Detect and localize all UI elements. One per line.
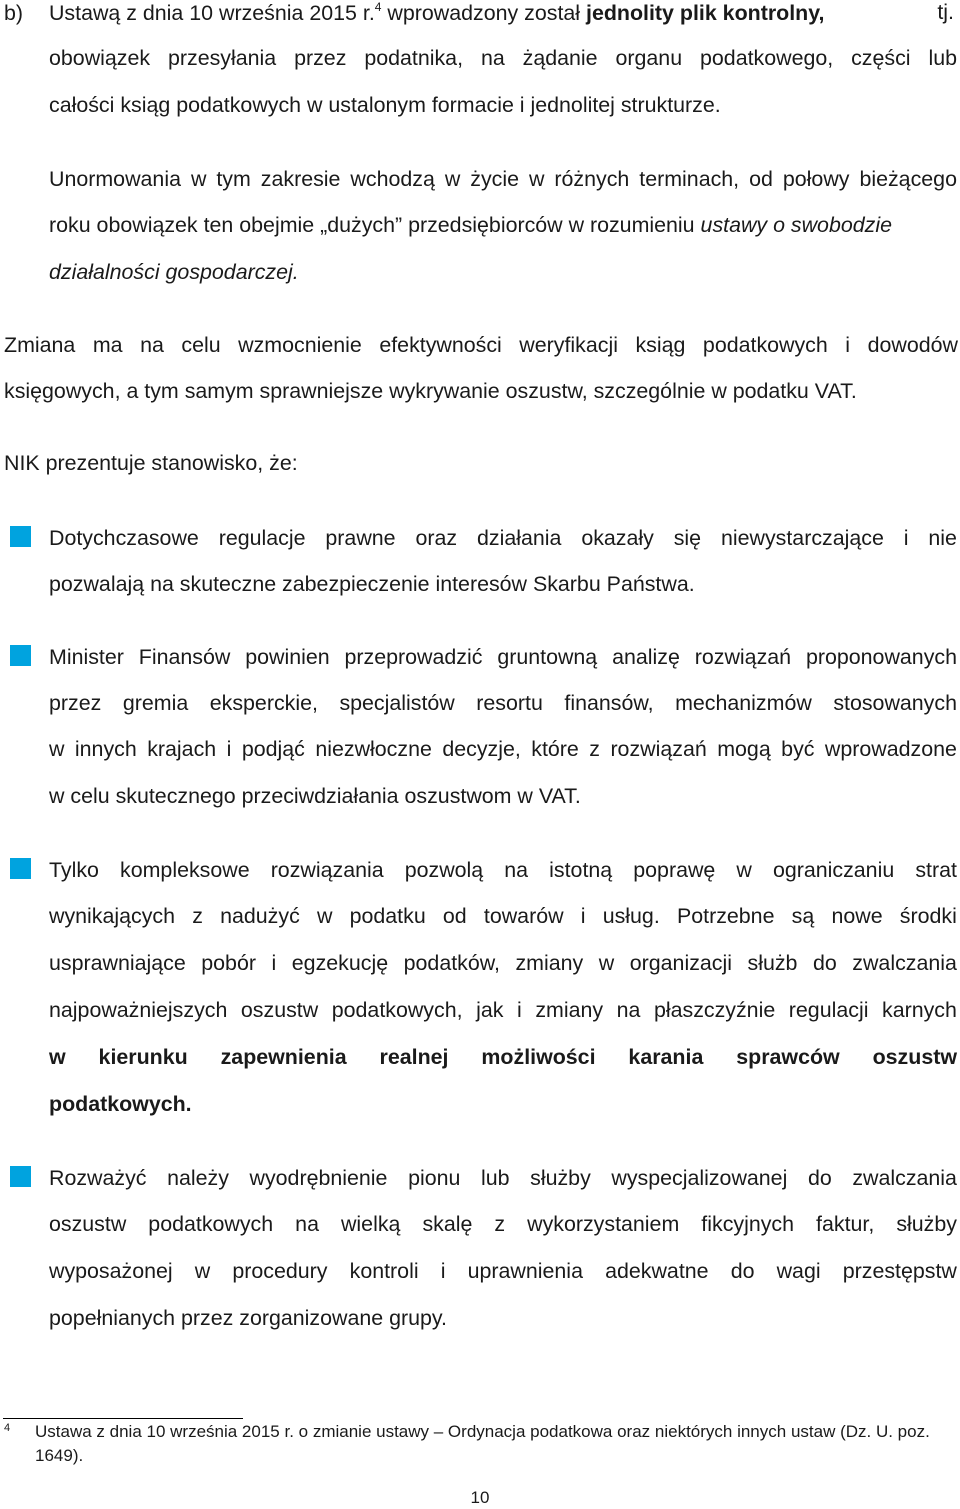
word: możliwości: [481, 1045, 596, 1069]
word: w: [49, 1045, 66, 1069]
item-b-text-b: wprowadzony został: [387, 1, 581, 25]
word: bieżącego: [859, 167, 957, 191]
word: terminach,: [639, 167, 740, 191]
word: usprawniające: [49, 951, 186, 975]
word: do: [812, 951, 837, 975]
word: środki: [899, 904, 957, 928]
word: zakresie: [260, 167, 341, 191]
word: przez: [49, 691, 102, 715]
item-b-line-2: [49, 46, 957, 71]
word: podatkowych,: [331, 998, 463, 1022]
word: służby: [896, 1212, 957, 1236]
word: przeprowadzić: [344, 645, 483, 669]
word: poprawę: [633, 858, 716, 882]
word: rozwiązań: [694, 645, 792, 669]
word: obowiązek: [49, 46, 151, 70]
word: okazały: [581, 526, 654, 550]
word: strat: [915, 858, 957, 882]
word: życie: [470, 167, 519, 191]
word: Minister: [49, 645, 124, 669]
word: pionu: [408, 1166, 461, 1190]
word: zwalczania: [852, 1166, 957, 1190]
conclusion-1-line-2: pozwalają na skuteczne zabezpieczenie interesów Skarbu Państwa.: [49, 572, 695, 596]
conclusion-3-line-6: podatkowych.: [49, 1092, 192, 1116]
word: na: [295, 1212, 319, 1236]
word: powinien: [245, 645, 330, 669]
word: w: [736, 858, 752, 882]
word: podjąć: [241, 737, 305, 761]
word: które: [531, 737, 579, 761]
word: w: [528, 167, 545, 191]
word: eksperckie,: [209, 691, 318, 715]
word: podatków,: [403, 951, 500, 975]
word: regulacji: [788, 998, 869, 1022]
item-b-prefix: b): [4, 1, 24, 25]
word: podatkowych: [148, 1212, 274, 1236]
word: oszustw: [240, 998, 319, 1022]
conclusion-2-line-4: w celu skutecznego przeciwdziałania oszustwom w VAT.: [49, 784, 581, 808]
square-bullet-icon: [10, 526, 31, 547]
word: regulacje: [218, 526, 306, 550]
footnote-line-1: Ustawa z dnia 10 września 2015 r. o zmianie ustawy – Ordynacja podatkowa oraz niektórych innych ustaw (Dz. U. poz.: [35, 1422, 930, 1441]
word: zwalczania: [852, 951, 957, 975]
word: i: [903, 526, 909, 550]
word: niewystarczające: [720, 526, 884, 550]
word: tym: [216, 167, 251, 191]
item-b-text-c: tj.: [937, 0, 954, 24]
word: pozwolą: [404, 858, 484, 882]
conclusion-3-line-4: [49, 998, 957, 1023]
word: części: [851, 46, 911, 70]
item-b-detail-line-2: [49, 213, 957, 238]
conclusion-3-line-1: [49, 858, 957, 883]
word: do: [807, 1166, 832, 1190]
word: rozwiązań: [610, 737, 707, 761]
word: efektywności: [379, 333, 502, 357]
word: realnej: [379, 1045, 449, 1069]
page-number: 10: [470, 1488, 490, 1507]
word: w: [194, 1259, 211, 1283]
word: usług.: [602, 904, 660, 928]
conclusion-3-line-3: [49, 951, 957, 976]
word: wykorzystaniem: [527, 1212, 680, 1236]
word: wyspecjalizowanej: [611, 1166, 788, 1190]
word: dowodów: [867, 333, 958, 357]
footnote-ref: 4: [374, 0, 382, 14]
word: przez: [294, 46, 347, 70]
word: wielką: [340, 1212, 401, 1236]
word: podatnika,: [364, 46, 464, 70]
word: służb: [747, 951, 798, 975]
word: do: [730, 1259, 755, 1283]
word: są: [791, 904, 815, 928]
word: krajach: [147, 737, 217, 761]
paragraph-change-line-1: [4, 333, 958, 358]
item-b-bold-term: jednolity plik kontrolny,: [586, 1, 825, 25]
word: ma: [92, 333, 123, 357]
word: fikcyjnych: [701, 1212, 795, 1236]
word: w: [49, 737, 65, 761]
word: resortu: [476, 691, 543, 715]
word: towarów: [483, 904, 564, 928]
word: innych: [74, 737, 137, 761]
word: nadużyć: [220, 904, 300, 928]
word: i: [845, 333, 851, 357]
word: faktur,: [816, 1212, 875, 1236]
word: Rozważyć: [49, 1166, 147, 1190]
word: wagi: [776, 1259, 821, 1283]
word: prawne: [325, 526, 396, 550]
word: ograniczaniu: [772, 858, 895, 882]
word: mogą: [717, 737, 771, 761]
word: organizacji: [629, 951, 732, 975]
word: zapewnienia: [220, 1045, 347, 1069]
word: w: [444, 167, 461, 191]
word: lub: [481, 1166, 510, 1190]
word: w: [598, 951, 615, 975]
word: wzmocnienie: [238, 333, 362, 357]
word: oszustw: [872, 1045, 957, 1069]
square-bullet-icon: [10, 645, 31, 666]
word: oraz: [415, 526, 458, 550]
conclusion-4-line-1: [49, 1166, 957, 1191]
item-b-detail-line-3: [49, 260, 957, 285]
word: kierunku: [98, 1045, 188, 1069]
conclusion-1-line-1: [49, 526, 957, 551]
word: wchodzą: [350, 167, 435, 191]
conclusion-4-line-2: [49, 1212, 957, 1237]
word: organu: [615, 46, 683, 70]
word: Unormowania: [49, 167, 181, 191]
word: wyposażonej: [49, 1259, 173, 1283]
word: celu: [181, 333, 221, 357]
word: podatkowego,: [700, 46, 834, 70]
word: i: [271, 951, 277, 975]
word: sprawców: [736, 1045, 840, 1069]
word: stosowanych: [833, 691, 957, 715]
word: karnych: [882, 998, 957, 1022]
conclusion-2-line-3: [49, 737, 957, 762]
word: się: [673, 526, 702, 550]
word: różnych: [554, 167, 630, 191]
item-b-line-1: [4, 0, 954, 26]
word: i: [517, 998, 522, 1022]
word: zmiany: [535, 998, 604, 1022]
word: wprowadzone: [824, 737, 957, 761]
paragraph-change-line-2: księgowych, a tym samym sprawniejsze wykrywanie oszustw, szczególnie w podatku VAT.: [4, 379, 857, 403]
word: na: [480, 46, 505, 70]
word: podatku: [349, 904, 426, 928]
word: gruntowną: [497, 645, 598, 669]
word: połowy: [782, 167, 850, 191]
item-b-text-a: Ustawą z dnia 10 września 2015 r.: [48, 1, 375, 25]
word: Zmiana: [4, 333, 76, 357]
word: kontroli: [349, 1259, 419, 1283]
word: decyzje,: [442, 737, 521, 761]
word: i: [226, 737, 232, 761]
conclusion-4-line-4: popełnianych przez zorganizowane grupy.: [49, 1306, 447, 1330]
word: należy: [167, 1166, 229, 1190]
word: i: [440, 1259, 446, 1283]
conclusion-3-line-2: [49, 904, 957, 929]
word: żądanie: [522, 46, 598, 70]
word: zmiany: [515, 951, 584, 975]
item-b-line-3: całości ksiąg podatkowych w ustalonym formacie i jednolitej strukturze.: [49, 93, 721, 117]
word: specjalistów: [339, 691, 455, 715]
statute-name-part-2: działalności gospodarczej.: [49, 260, 299, 284]
word: pobór: [201, 951, 256, 975]
word: adekwatne: [605, 1259, 709, 1283]
word: weryfikacji: [519, 333, 618, 357]
word: mechanizmów: [675, 691, 812, 715]
word: Potrzebne: [676, 904, 775, 928]
nik-intro-text: NIK prezentuje stanowisko, że:: [4, 451, 298, 475]
word: rozwiązania: [270, 858, 384, 882]
conclusion-3-line-5: [49, 1045, 957, 1070]
word: z: [494, 1212, 506, 1236]
item-b-detail-line-2-text: roku obowiązek ten obejmie „dużych” przedsiębiorców w rozumieniu: [49, 213, 695, 237]
item-b-detail-line-1: [49, 167, 957, 192]
word: gremia: [122, 691, 189, 715]
word: proponowanych: [805, 645, 957, 669]
word: najpoważniejszych: [49, 998, 228, 1022]
word: analizę: [612, 645, 680, 669]
word: z: [589, 737, 600, 761]
word: płaszczyźnie: [653, 998, 776, 1022]
word: od: [442, 904, 467, 928]
word: Tylko: [49, 858, 99, 882]
word: na: [504, 858, 529, 882]
word: lub: [928, 46, 957, 70]
word: skalę: [422, 1212, 473, 1236]
square-bullet-icon: [10, 858, 31, 879]
word: oszustw: [49, 1212, 127, 1236]
word: kompleksowe: [120, 858, 250, 882]
word: od: [749, 167, 773, 191]
word: i: [580, 904, 586, 928]
statute-name-part-1: ustawy o swobodzie: [700, 213, 892, 237]
word: z: [192, 904, 203, 928]
word: jak: [476, 998, 504, 1022]
word: niezwłoczne: [315, 737, 432, 761]
word: służby: [530, 1166, 591, 1190]
word: być: [781, 737, 815, 761]
word: karania: [628, 1045, 704, 1069]
word: uprawnienia: [467, 1259, 583, 1283]
conclusion-4-line-3: [49, 1259, 957, 1284]
word: ksiąg: [635, 333, 686, 357]
word: w: [190, 167, 207, 191]
word: finansów,: [564, 691, 654, 715]
word: Finansów: [138, 645, 231, 669]
conclusion-2-line-2: [49, 691, 957, 716]
word: w: [316, 904, 333, 928]
word: Dotychczasowe: [49, 526, 199, 550]
word: istotną: [549, 858, 613, 882]
footnote-separator: [3, 1418, 243, 1419]
footnote-number: 4: [4, 1422, 11, 1434]
word: przestępstw: [842, 1259, 957, 1283]
word: nowe: [831, 904, 883, 928]
square-bullet-icon: [10, 1166, 31, 1187]
word: przesyłania: [167, 46, 277, 70]
conclusion-2-line-1: [49, 645, 957, 670]
word: wyodrębnienie: [249, 1166, 388, 1190]
word: egzekucję: [291, 951, 389, 975]
word: na: [616, 998, 641, 1022]
word: działania: [476, 526, 562, 550]
word: podatkowych: [702, 333, 828, 357]
word: nie: [928, 526, 957, 550]
word: wynikających: [49, 904, 176, 928]
footnote-line-2: 1649).: [35, 1446, 84, 1465]
word: procedury: [232, 1259, 328, 1283]
word: na: [140, 333, 164, 357]
